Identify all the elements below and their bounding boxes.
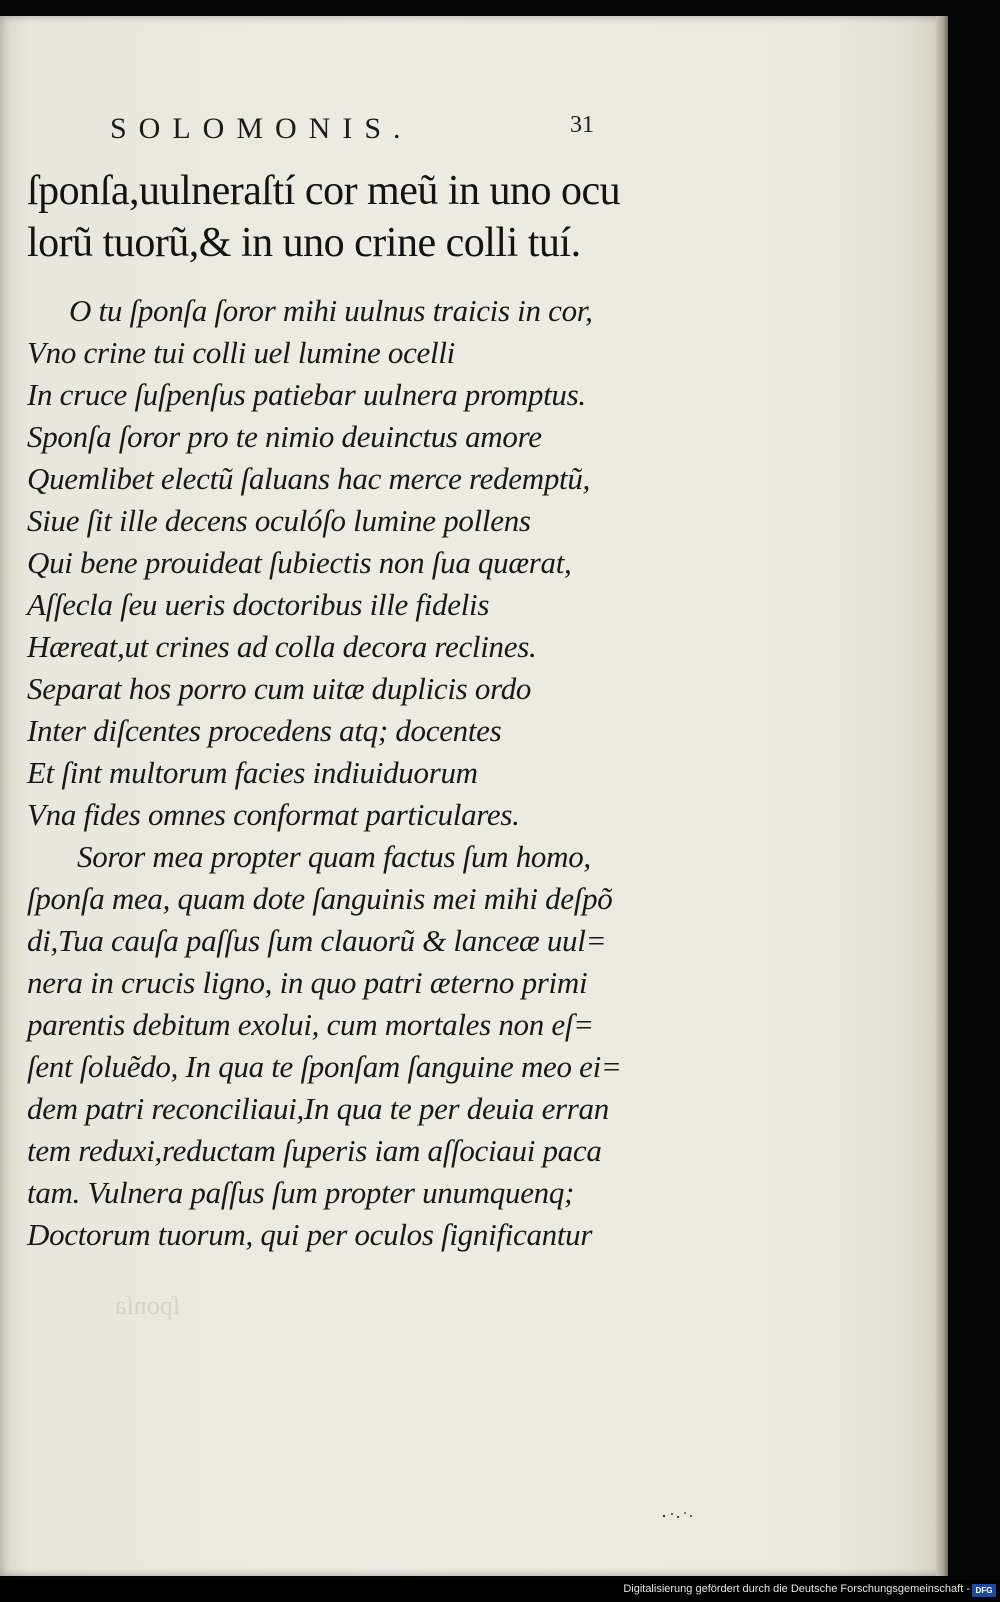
prose-line: nera in crucis ligno, in quo patri æterno primi (27, 965, 588, 1000)
poem-line: Qui bene prouideat ſubiectis non ſua quærat, (27, 545, 572, 580)
poem-line: Et ſint multorum facies indiuiduorum (27, 755, 478, 790)
poem-line: In cruce ſuſpenſus patiebar uulnera promptus. (27, 377, 586, 412)
poem-line: Hæreat,ut crines ad colla decora reclines. (27, 629, 537, 664)
footer-bar (0, 1580, 1000, 1602)
verse-heading (27, 165, 637, 269)
poem-line: Separat hos porro cum uitæ duplicis ordo (27, 671, 532, 706)
poem-line: Inter diſcentes procedens atq; docentes (27, 713, 502, 748)
poem-line: Siue ſit ille decens oculóſo lumine pollens (27, 503, 531, 538)
poem-line: Vno crine tui colli uel lumine ocelli (27, 335, 455, 370)
poem-line: Vna fides omnes conformat particulares. (27, 797, 520, 832)
running-head-title: SOLOMONIS. (110, 112, 413, 145)
prose-line: parentis debitum exolui, cum mortales non eſ= (27, 1007, 594, 1042)
verse-heading-line: lorũ tuorũ,& in uno crine colli tuí. (27, 220, 581, 266)
poem-line: Quemlibet electũ ſaluans hac merce redemptũ, (27, 461, 590, 496)
poem-line: Sponſa ſoror pro te nimio deuinctus amore (27, 419, 542, 454)
prose-line: tem reduxi,reductam ſuperis iam aſſociaui paca (27, 1133, 602, 1168)
poem-line: O tu ſponſa ſoror mihi uulnus traicis in cor, (69, 293, 593, 328)
prose-line: Doctorum tuorum, qui per oculos ſignificantur (27, 1217, 593, 1252)
verse-heading-line: ſponſa,uulneraſtí cor meũ in uno ocu (27, 168, 621, 214)
prose-line: ſent ſoluẽdo, In qua te ſponſam ſanguine meo ei= (27, 1049, 622, 1084)
prose-line: Soror mea propter quam factus ſum homo, (77, 839, 591, 874)
running-head (110, 112, 630, 152)
poem-line: Aſſecla ſeu ueris doctoribus ille fidelis (27, 587, 490, 622)
paper-specks (660, 1508, 700, 1520)
prose-line: ſponſa mea, quam dote ſanguinis mei mihi deſpõ (27, 881, 613, 916)
prose-line: tam. Vulnera paſſus ſum propter unumquenq; (27, 1175, 575, 1210)
page-number: 31 (570, 112, 594, 138)
funding-credit: Digitalisierung gefördert durch die Deutsche Forschungsgemeinschaft - (623, 1583, 970, 1595)
page-edge (936, 16, 948, 1576)
prose-line: di,Tua cauſa paſſus ſum clauorũ & lanceæ uul= (27, 923, 607, 958)
prose-line: dem patri reconciliaui,In qua te per deuia erran (27, 1091, 609, 1126)
commentary-text (27, 290, 637, 1256)
offset-ink-text: ſponſa (115, 1291, 180, 1320)
dfg-logo: DFG (972, 1584, 996, 1597)
offset-ink-ghost (40, 1290, 180, 1320)
